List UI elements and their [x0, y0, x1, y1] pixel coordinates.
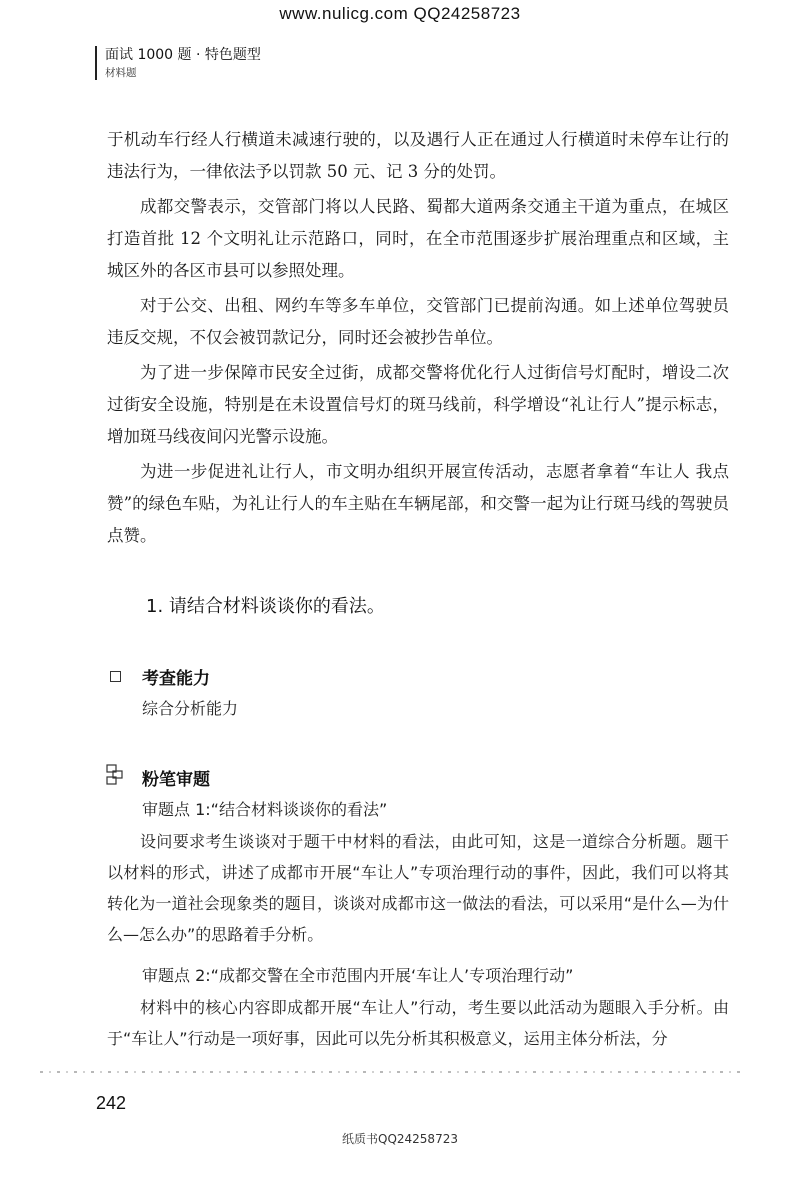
- page-number: 242: [96, 1093, 127, 1113]
- header-title: 面试 1000 题 · 特色题型: [105, 47, 261, 63]
- ability-title: 考查能力: [142, 669, 210, 689]
- header-bar: [95, 46, 97, 80]
- square-icon: [110, 671, 121, 682]
- material-paragraph: 为了进一步保障市民安全过街，成都交警将优化行人过街信号灯配时，增设二次过街安全设施，特别是在未设置信号灯的斑马线前，科学增设“礼让行人”提示标志，增加斑马线夜间闪光警示设施。: [107, 363, 729, 446]
- watermark-bottom: 纸质书QQ24258723: [342, 1132, 458, 1146]
- point2-text: 材料中的核心内容即成都开展“车让人”行动，考生要以此活动为题眼入手分析。由于“车让人”行动是一项好事，因此可以先分析其积极意义，运用主体分析法，分: [107, 998, 729, 1048]
- scan-artifact-line: [40, 1071, 740, 1073]
- point2-label: 审题点 2:“成都交警在全市范围内开展‘车让人’专项治理行动”: [142, 966, 574, 985]
- material-paragraph: 对于公交、出租、网约车等多车单位，交管部门已提前沟通。如上述单位驾驶员违反交规，不仅会被罚款记分，同时还会被抄告单位。: [107, 296, 729, 347]
- ability-text: 综合分析能力: [142, 699, 239, 718]
- question-text: 1. 请结合材料谈谈你的看法。: [146, 596, 385, 617]
- analysis-title: 粉笔审题: [142, 770, 210, 790]
- point1-text: 设问要求考生谈谈对于题干中材料的看法，由此可知，这是一道综合分析题。题干以材料的形式，讲述了成都市开展“车让人”专项治理行动的事件，因此，我们可以将其转化为一道社会现象类的题目，谈谈对成都市这一做法的看法，可以采用“是什么—为什么—怎么办”的思路着手分析。: [107, 832, 729, 944]
- stacked-squares-icon: [106, 764, 124, 786]
- material-paragraph: 于机动车行经人行横道未减速行驶的，以及遇行人正在通过人行横道时未停车让行的违法行为，一律依法予以罚款 50 元、记 3 分的处罚。: [107, 130, 729, 181]
- material-paragraph: 为进一步促进礼让行人，市文明办组织开展宣传活动，志愿者拿着“车让人 我点赞”的绿色车贴，为礼让行人的车主贴在车辆尾部，和交警一起为让行斑马线的驾驶员点赞。: [107, 462, 729, 545]
- material-paragraph: 成都交警表示，交管部门将以人民路、蜀都大道两条交通主干道为重点，在城区打造首批 12 个文明礼让示范路口，同时，在全市范围逐步扩展治理重点和区域，主城区外的各区市县可以参照处理。: [107, 197, 729, 280]
- point1-label: 审题点 1:“结合材料谈谈你的看法”: [142, 800, 388, 819]
- watermark-top: www.nulicg.com QQ24258723: [279, 4, 521, 23]
- header-subtitle: 材料题: [105, 67, 137, 79]
